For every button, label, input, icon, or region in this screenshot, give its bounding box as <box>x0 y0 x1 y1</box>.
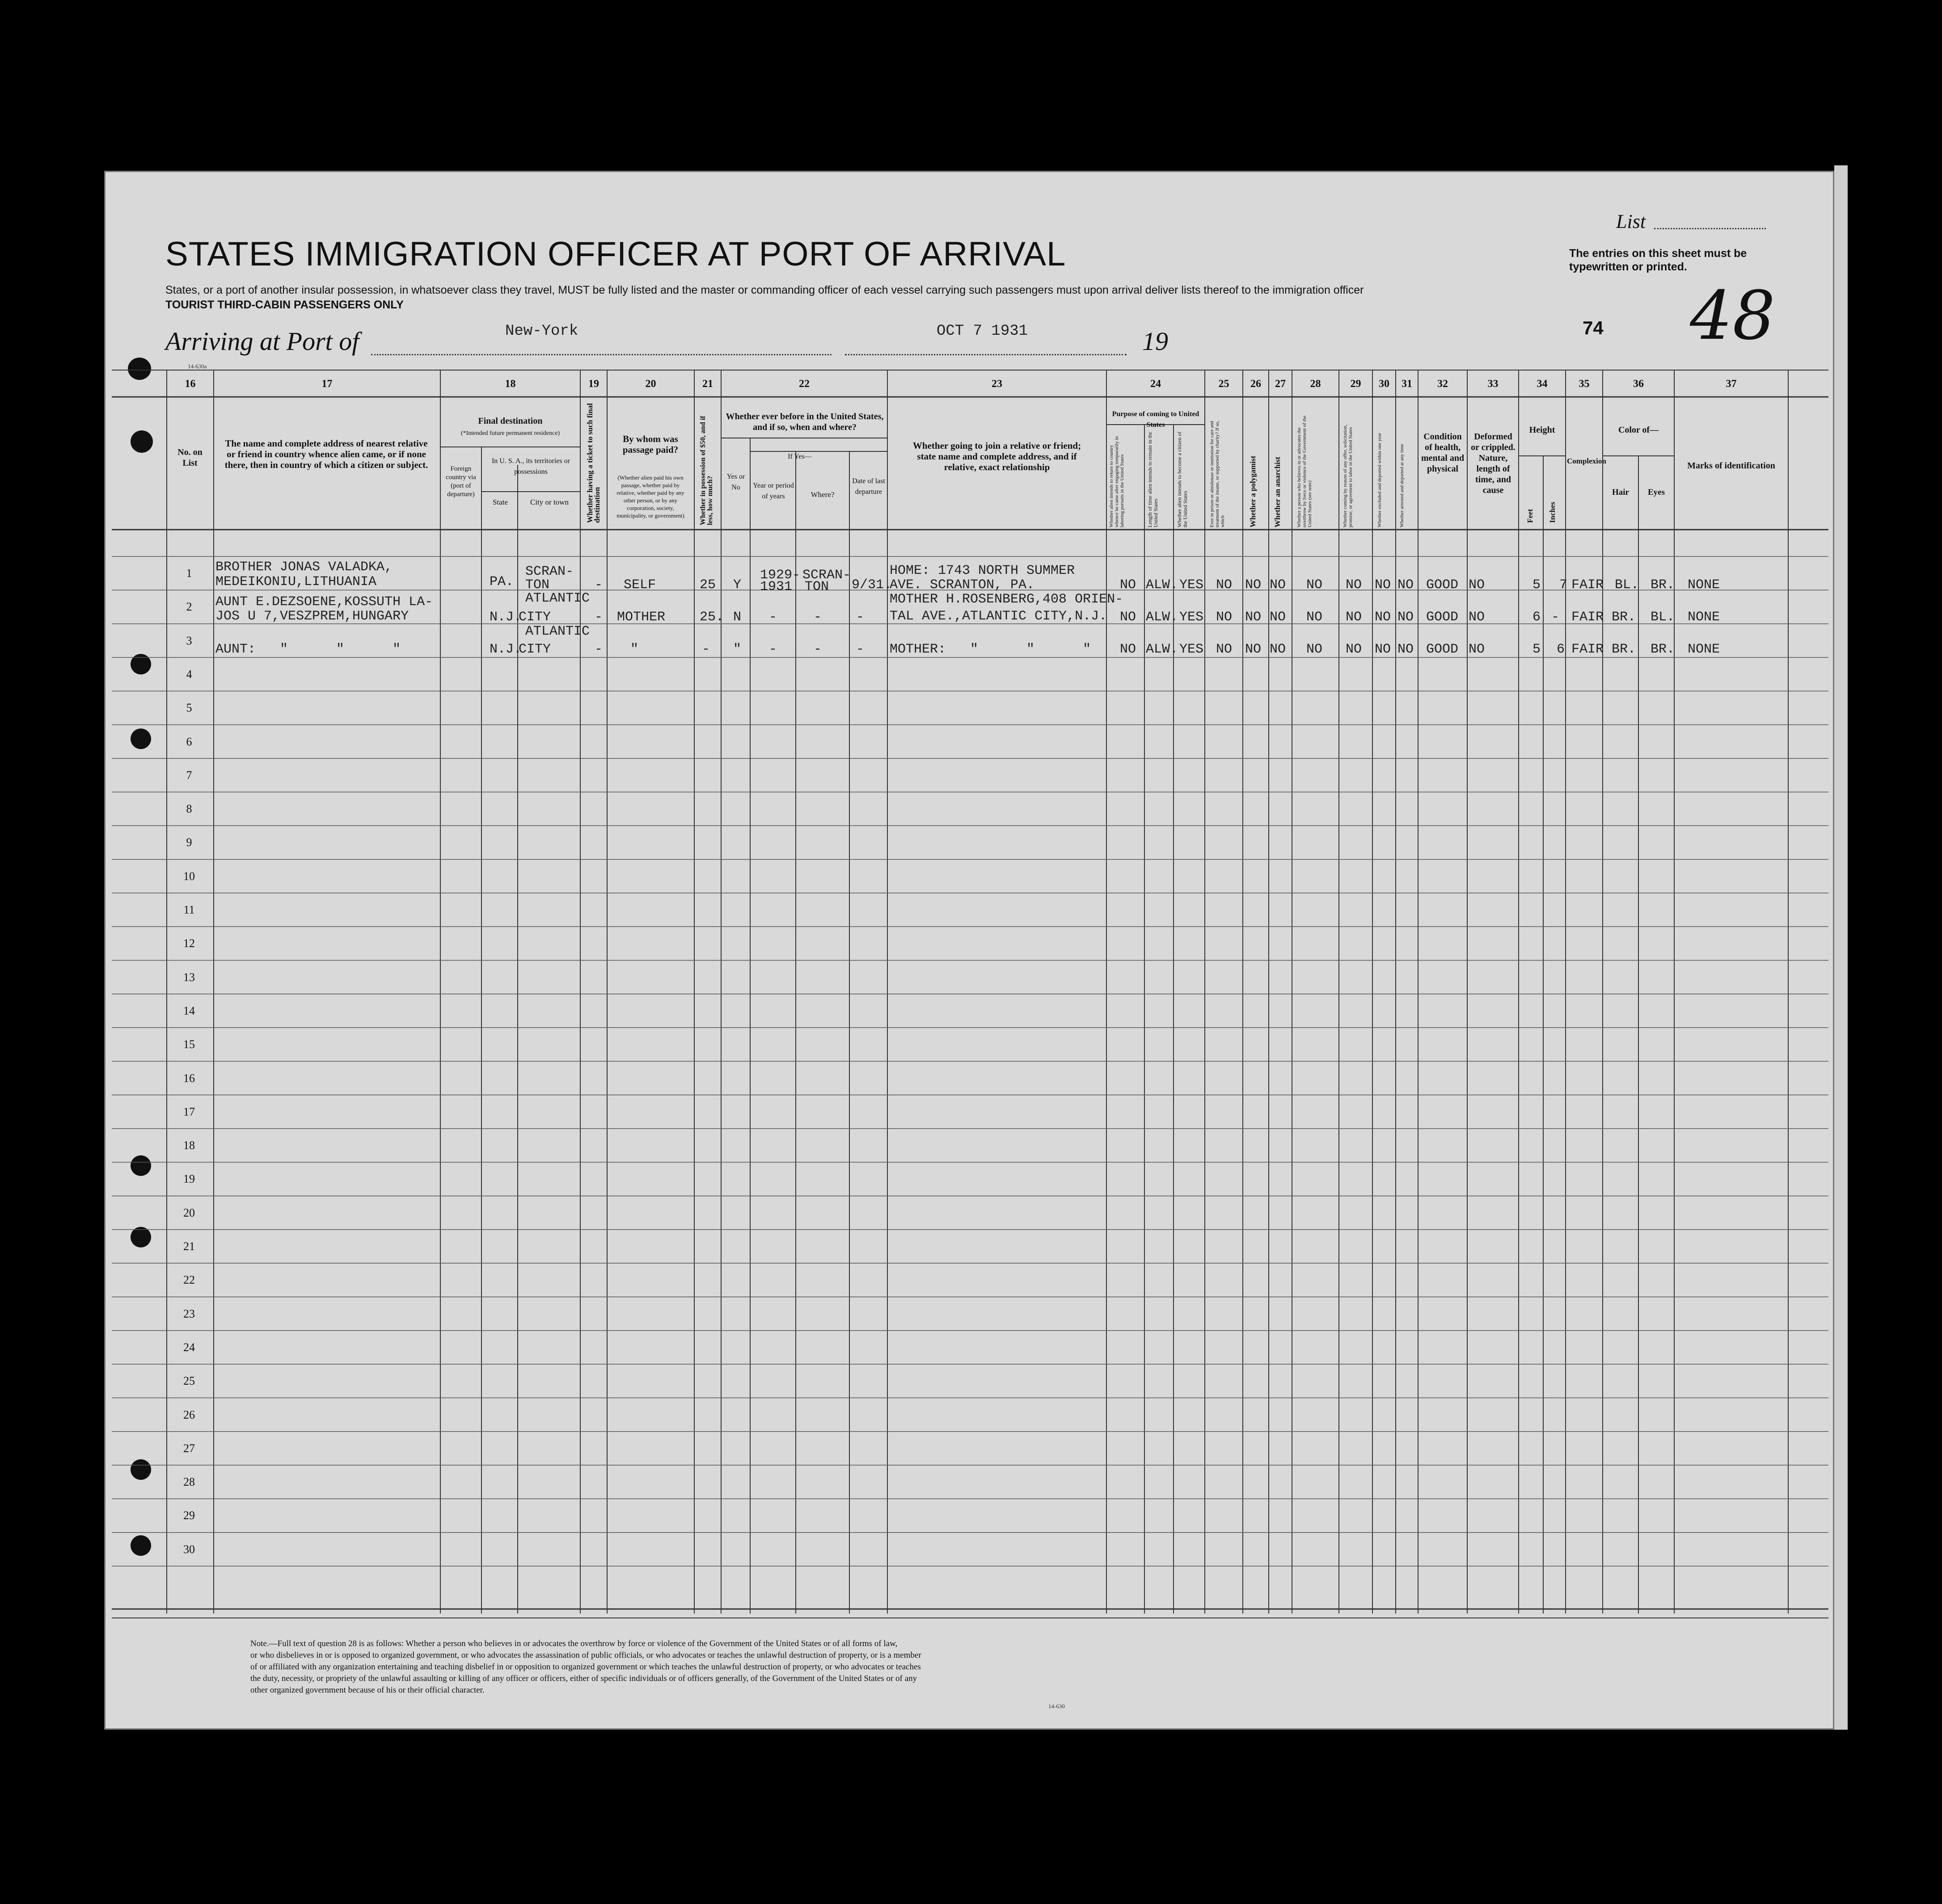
entry-1-complexion: FAIR <box>1571 577 1604 593</box>
col-num-33: 33 <box>1487 378 1499 390</box>
entry-2-feet: 6 <box>1532 610 1541 625</box>
entry-3-c30: NO <box>1375 642 1391 657</box>
entry-2-health: GOOD <box>1426 610 1459 625</box>
entry-3-join: MOTHER: " " " <box>890 642 1091 657</box>
entry-1-year-cont: 1931 <box>760 579 793 594</box>
col-num-18: 18 <box>505 378 516 390</box>
entry-2-money: 25. <box>700 610 724 625</box>
entry-1-where-cont: TON <box>805 579 829 594</box>
header-intend-citizen: Whether alien intends to become a citizen of the United States <box>1176 431 1188 527</box>
entry-1-relative-cont: MEDEIKONIU,LITHUANIA <box>215 574 377 590</box>
entry-1-join: HOME: 1743 NORTH SUMMER <box>890 563 1075 578</box>
entry-1-eyes: BR. <box>1651 577 1675 593</box>
col-num-19: 19 <box>588 378 599 390</box>
row-number: 7 <box>186 768 192 782</box>
header-where: Where? <box>811 490 835 499</box>
entry-3-c26: NO <box>1245 642 1262 657</box>
entry-1-state: PA. <box>490 574 514 590</box>
sheet-number: 74 <box>1583 317 1604 338</box>
year-prefix: 19 <box>1142 327 1168 356</box>
column-number-row <box>0 378 1942 392</box>
entry-2-inches: - <box>1551 610 1560 625</box>
entry-1-departure: 9/31. <box>852 577 892 593</box>
row-number: 21 <box>183 1240 195 1253</box>
col-num-27: 27 <box>1275 378 1286 390</box>
header-foreign-country: Foreign country via (port of departure) <box>446 465 476 498</box>
footnote-line: of or affiliated with any organization entertaining and teaching disbelief in or opposition to organized government or which teaches the unlawful destruction of property, or who advocates or teaches <box>250 1662 921 1672</box>
row-number: 22 <box>183 1273 195 1287</box>
entry-2-c28: NO <box>1306 610 1323 625</box>
entry-3-paid-by: " <box>630 642 639 657</box>
entry-1-inches: 7 <box>1559 577 1568 593</box>
entry-2-deformed: NO <box>1469 610 1485 625</box>
header-inches: Inches <box>1548 501 1557 523</box>
row-number: 28 <box>183 1475 195 1489</box>
entry-3-deformed: NO <box>1469 642 1485 657</box>
entry-1-c29: NO <box>1346 577 1362 593</box>
row-number: 12 <box>183 937 195 950</box>
footnote-line: the duty, necessity, or propriety of the unlawful assaulting or killing of any officer or officers, either of specific individuals or of officers generally, of the Government of the United States or of any <box>250 1674 917 1683</box>
entry-2-join-cont: TAL AVE.,ATLANTIC CITY,N.J. <box>890 609 1107 624</box>
entry-1-marks: NONE <box>1688 577 1720 593</box>
entry-2-city: ATLANTIC <box>525 591 590 606</box>
entry-3-marks: NONE <box>1688 642 1720 657</box>
header-hair: Hair <box>1612 488 1629 497</box>
col-num-30: 30 <box>1379 378 1389 390</box>
entry-3-return: NO <box>1120 642 1136 657</box>
header-possession-50: Whether in possession of $50, and if less, how much? <box>699 416 714 525</box>
entry-2-departure: - <box>856 610 865 625</box>
entry-3-c31: NO <box>1397 642 1414 657</box>
entry-3-length: ALW. <box>1146 642 1178 657</box>
form-title: STATES IMMIGRATION OFFICER AT PORT OF ARRIVAL <box>165 235 1066 273</box>
col-num-16: 16 <box>185 378 196 390</box>
entry-2-length: ALW. <box>1146 610 1178 625</box>
typewritten-instruction: The entries on this sheet must be typewritten or printed. <box>1569 247 1747 273</box>
header-marks: Marks of identification <box>1687 461 1775 471</box>
header-color-of: Color of— <box>1618 425 1659 435</box>
header-passage-paid: By whom was passage paid? <box>622 434 679 455</box>
entry-2-complexion: FAIR <box>1571 610 1604 625</box>
col-num-34: 34 <box>1537 378 1548 390</box>
entry-3-c29: NO <box>1346 642 1362 657</box>
form-subtitle: States, or a port of another insular possession, in whatsoever class they travel, MUST be fully listed and the master or commanding officer of each vessel carrying such passengers must upon arrival deliver lists thereof to the immigration officer <box>165 284 1364 296</box>
footnote-line: other organized government because of his or their official character. <box>250 1685 485 1695</box>
header-prison: Ever in prison or almshouse or institution for care and treatment of the insane, or supported by charity? If so, which <box>1209 421 1225 527</box>
entry-1-city: SCRAN- <box>525 564 574 579</box>
row-number: 17 <box>183 1105 195 1118</box>
row-number: 8 <box>186 802 192 816</box>
row-number: 20 <box>183 1206 195 1219</box>
row-number: 9 <box>186 836 192 849</box>
entry-2-return: NO <box>1120 610 1136 625</box>
row-number: 10 <box>183 869 195 883</box>
entry-2-before: N <box>733 610 742 625</box>
col-num-24: 24 <box>1150 378 1161 390</box>
entry-2-c31: NO <box>1397 610 1414 625</box>
col-num-36: 36 <box>1633 378 1644 390</box>
row-number: 13 <box>183 970 195 984</box>
header-final-destination: Final destination <box>478 416 543 426</box>
entry-3-citizen: YES <box>1179 642 1204 657</box>
entry-1-paid-by: SELF <box>624 577 656 593</box>
header-deformed: Deformed or crippled. Nature, length of time, and cause <box>1471 432 1516 495</box>
entry-3-year: - <box>769 642 777 657</box>
entry-1-c30: NO <box>1375 577 1391 593</box>
entry-1-year: 1929- <box>760 568 801 583</box>
entry-2-year: - <box>769 610 777 625</box>
entry-3-feet: 5 <box>1532 642 1541 657</box>
entry-1-join-cont: AVE. SCRANTON, PA. <box>890 577 1035 593</box>
col-num-22: 22 <box>799 378 810 390</box>
row-number: 2 <box>186 600 192 614</box>
entry-2-ticket: - <box>595 610 603 625</box>
col-num-35: 35 <box>1579 378 1590 390</box>
entry-3-city: ATLANTIC <box>525 624 590 639</box>
header-no-on-list: No. on List <box>177 447 203 468</box>
header-ever-before: Whether ever before in the United States, and if so, when and where? <box>726 412 884 432</box>
row-number: 29 <box>183 1509 195 1522</box>
row-number: 11 <box>183 903 195 916</box>
entry-1-money: 25 <box>700 577 716 593</box>
header-overthrow: Whether a person who believes in or advocates the overthrow by force or violence of the Government of the United States (see note) <box>1296 415 1313 527</box>
row-number: 18 <box>183 1139 195 1152</box>
col-num-32: 32 <box>1437 378 1448 390</box>
header-passage-note: (Whether alien paid his own passage, whether paid by relative, whether paid by any other person, or by any corporation, society, municipality, or government) <box>616 474 684 519</box>
row-number: 25 <box>183 1374 195 1388</box>
entry-2-eyes: BL. <box>1651 610 1675 625</box>
header-height: Height <box>1529 425 1555 435</box>
entry-2-c27: NO <box>1270 610 1286 625</box>
row-number: 5 <box>186 701 192 715</box>
header-yes-no: Yes or No <box>726 473 745 491</box>
entry-2-c30: NO <box>1375 610 1391 625</box>
entry-3-complexion: FAIR <box>1571 642 1604 657</box>
entry-3-before: " <box>733 642 742 657</box>
col-num-23: 23 <box>992 378 1002 390</box>
date-stamp: OCT 7 1931 <box>937 323 1028 340</box>
entry-1-city-cont: TON <box>525 577 550 593</box>
footnote <box>250 1638 1100 1696</box>
header-length-of-stay: Length of time alien intends to remain in the United States <box>1147 432 1159 527</box>
row-number: 23 <box>183 1307 195 1320</box>
header-city: City or town <box>530 498 569 506</box>
col-num-21: 21 <box>702 378 713 390</box>
entry-2-relative-cont: JOS U 7,VESZPREM,HUNGARY <box>215 609 409 624</box>
entry-3-c27: NO <box>1270 642 1286 657</box>
header-nearest-relative: The name and complete address of nearest relative or friend in country whence alien came, or if none there, then in country of which a citizen or subject. <box>224 438 428 470</box>
entry-3-city-cont: CITY <box>519 642 551 657</box>
row-number: 30 <box>183 1542 195 1556</box>
entry-1-c25: NO <box>1216 577 1233 593</box>
header-return-intent: Whether alien intends to return to country whence he came after engaging temporarily in laboring pursuits in the United States <box>1109 436 1125 527</box>
col-num-17: 17 <box>321 378 333 390</box>
row-number: 3 <box>186 634 192 647</box>
header-feet: Feet <box>1526 509 1534 523</box>
entry-3-where: - <box>814 642 822 657</box>
entry-1-health: GOOD <box>1426 577 1459 593</box>
row-number: 19 <box>183 1172 195 1186</box>
entry-2-c25: NO <box>1216 610 1233 625</box>
row-number: 1 <box>186 567 192 580</box>
entry-3-c28: NO <box>1306 642 1323 657</box>
entry-1-where: SCRAN- <box>802 568 851 583</box>
entry-2-hair: BR. <box>1612 610 1636 625</box>
entry-3-money: - <box>702 642 710 657</box>
entry-1-before: Y <box>733 577 742 593</box>
footnote-line: or who disbelieves in or is opposed to organized government, or who advocates the assassination of public officials, or who advocates or teaches the unlawful destruction of property, or is a member <box>250 1651 921 1660</box>
form-code-bottom: 14-630 <box>1048 1703 1065 1710</box>
col-num-28: 28 <box>1310 378 1321 390</box>
entry-2-marks: NONE <box>1688 610 1720 625</box>
header-state: State <box>493 498 508 506</box>
row-number: 4 <box>186 667 192 681</box>
entry-1-hair: BL. <box>1615 577 1639 593</box>
entry-1-length: ALW. <box>1146 577 1178 593</box>
header-health: Condition of health, mental and physical <box>1421 432 1465 474</box>
entry-3-eyes: BR. <box>1651 642 1675 657</box>
header-in-usa: In U. S. A., its territories or possessions <box>491 457 570 476</box>
row-number: 6 <box>186 735 192 748</box>
header-date-departure: Date of last departure <box>852 477 885 496</box>
row-number: 15 <box>183 1038 195 1051</box>
entry-3-relative: AUNT: " " " <box>215 642 401 657</box>
row-number: 16 <box>183 1071 195 1085</box>
header-purpose: Purpose of coming to United States <box>1112 410 1199 429</box>
entry-3-health: GOOD <box>1426 642 1459 657</box>
entry-2-join: MOTHER H.ROSENBERG,408 ORIEN- <box>890 592 1123 607</box>
header-anarchist: Whether an anarchist <box>1273 456 1282 527</box>
header-year-period: Year or period of years <box>753 482 794 500</box>
entry-2-citizen: YES <box>1179 610 1204 625</box>
header-ticket: Whether having a ticket to such final destination <box>586 403 601 523</box>
row-number: 24 <box>183 1340 195 1354</box>
header-excluded: Whether excluded and deported within one year <box>1377 433 1382 527</box>
col-num-31: 31 <box>1402 378 1412 390</box>
row-number: 27 <box>183 1441 195 1455</box>
entry-1-c28: NO <box>1306 577 1323 593</box>
header-deported: Whether arrested and deported at any time <box>1399 444 1405 527</box>
entry-3-state: N.J. <box>490 642 522 657</box>
entry-1-feet: 5 <box>1532 577 1541 593</box>
entry-3-inches: 6 <box>1557 642 1565 657</box>
col-num-25: 25 <box>1218 378 1229 390</box>
entry-1-c27: NO <box>1270 577 1286 593</box>
entry-2-paid-by: MOTHER <box>617 610 666 625</box>
col-num-29: 29 <box>1350 378 1361 390</box>
list-label: List <box>1616 211 1646 232</box>
col-num-20: 20 <box>645 378 656 390</box>
entry-2-city-cont: CITY <box>519 610 551 625</box>
entry-2-c26: NO <box>1245 610 1262 625</box>
header-polygamist: Whether a polygamist <box>1249 455 1257 527</box>
header-join-relative: Whether going to join a relative or friend; state name and complete address, and if relative, exact relationship <box>912 440 1081 472</box>
port-value: New-York <box>505 323 578 340</box>
entry-1-relative: BROTHER JONAS VALADKA, <box>215 560 393 575</box>
entry-1-return: NO <box>1120 577 1136 593</box>
handwritten-number: 48 <box>1690 277 1775 355</box>
entry-2-c29: NO <box>1346 610 1362 625</box>
header-if-yes: If Yes— <box>788 453 812 460</box>
entry-1-c26: NO <box>1245 577 1262 593</box>
header-final-destination-note: (*Intended future permanent residence) <box>460 430 560 437</box>
form-code-top: 14-630a <box>188 363 207 370</box>
entry-2-where: - <box>814 610 822 625</box>
entry-3-ticket: - <box>595 642 603 657</box>
footnote-line: Note.—Full text of question 28 is as follows: Whether a person who believes in or advocates the overthrow by force or violence of the Government of the United States or of all forms of law, <box>250 1639 898 1648</box>
entry-1-ticket: - <box>595 577 603 593</box>
header-labor-offer: Whether coming by reason of any offer, solicitation, promise, or agreement to labor in the United States <box>1343 425 1353 527</box>
entry-3-departure: - <box>856 642 865 657</box>
row-number: 14 <box>183 1004 195 1017</box>
col-num-37: 37 <box>1726 378 1737 390</box>
form-subtitle-class: TOURIST THIRD-CABIN PASSENGERS ONLY <box>165 299 404 311</box>
entry-3-hair: BR. <box>1612 642 1636 657</box>
entry-1-deformed: NO <box>1469 577 1485 593</box>
entry-1-c31: NO <box>1397 577 1414 593</box>
header-complexion: Complexion <box>1567 457 1606 465</box>
entry-1-citizen: YES <box>1179 577 1204 593</box>
col-num-26: 26 <box>1250 378 1261 390</box>
row-number: 26 <box>183 1408 195 1421</box>
entry-3-c25: NO <box>1216 642 1233 657</box>
header-eyes: Eyes <box>1648 488 1665 497</box>
entry-2-relative: AUNT E.DEZSOENE,KOSSUTH LA- <box>215 594 433 610</box>
arriving-label: Arriving at Port of <box>165 327 359 356</box>
entry-2-state: N.J. <box>490 610 522 625</box>
